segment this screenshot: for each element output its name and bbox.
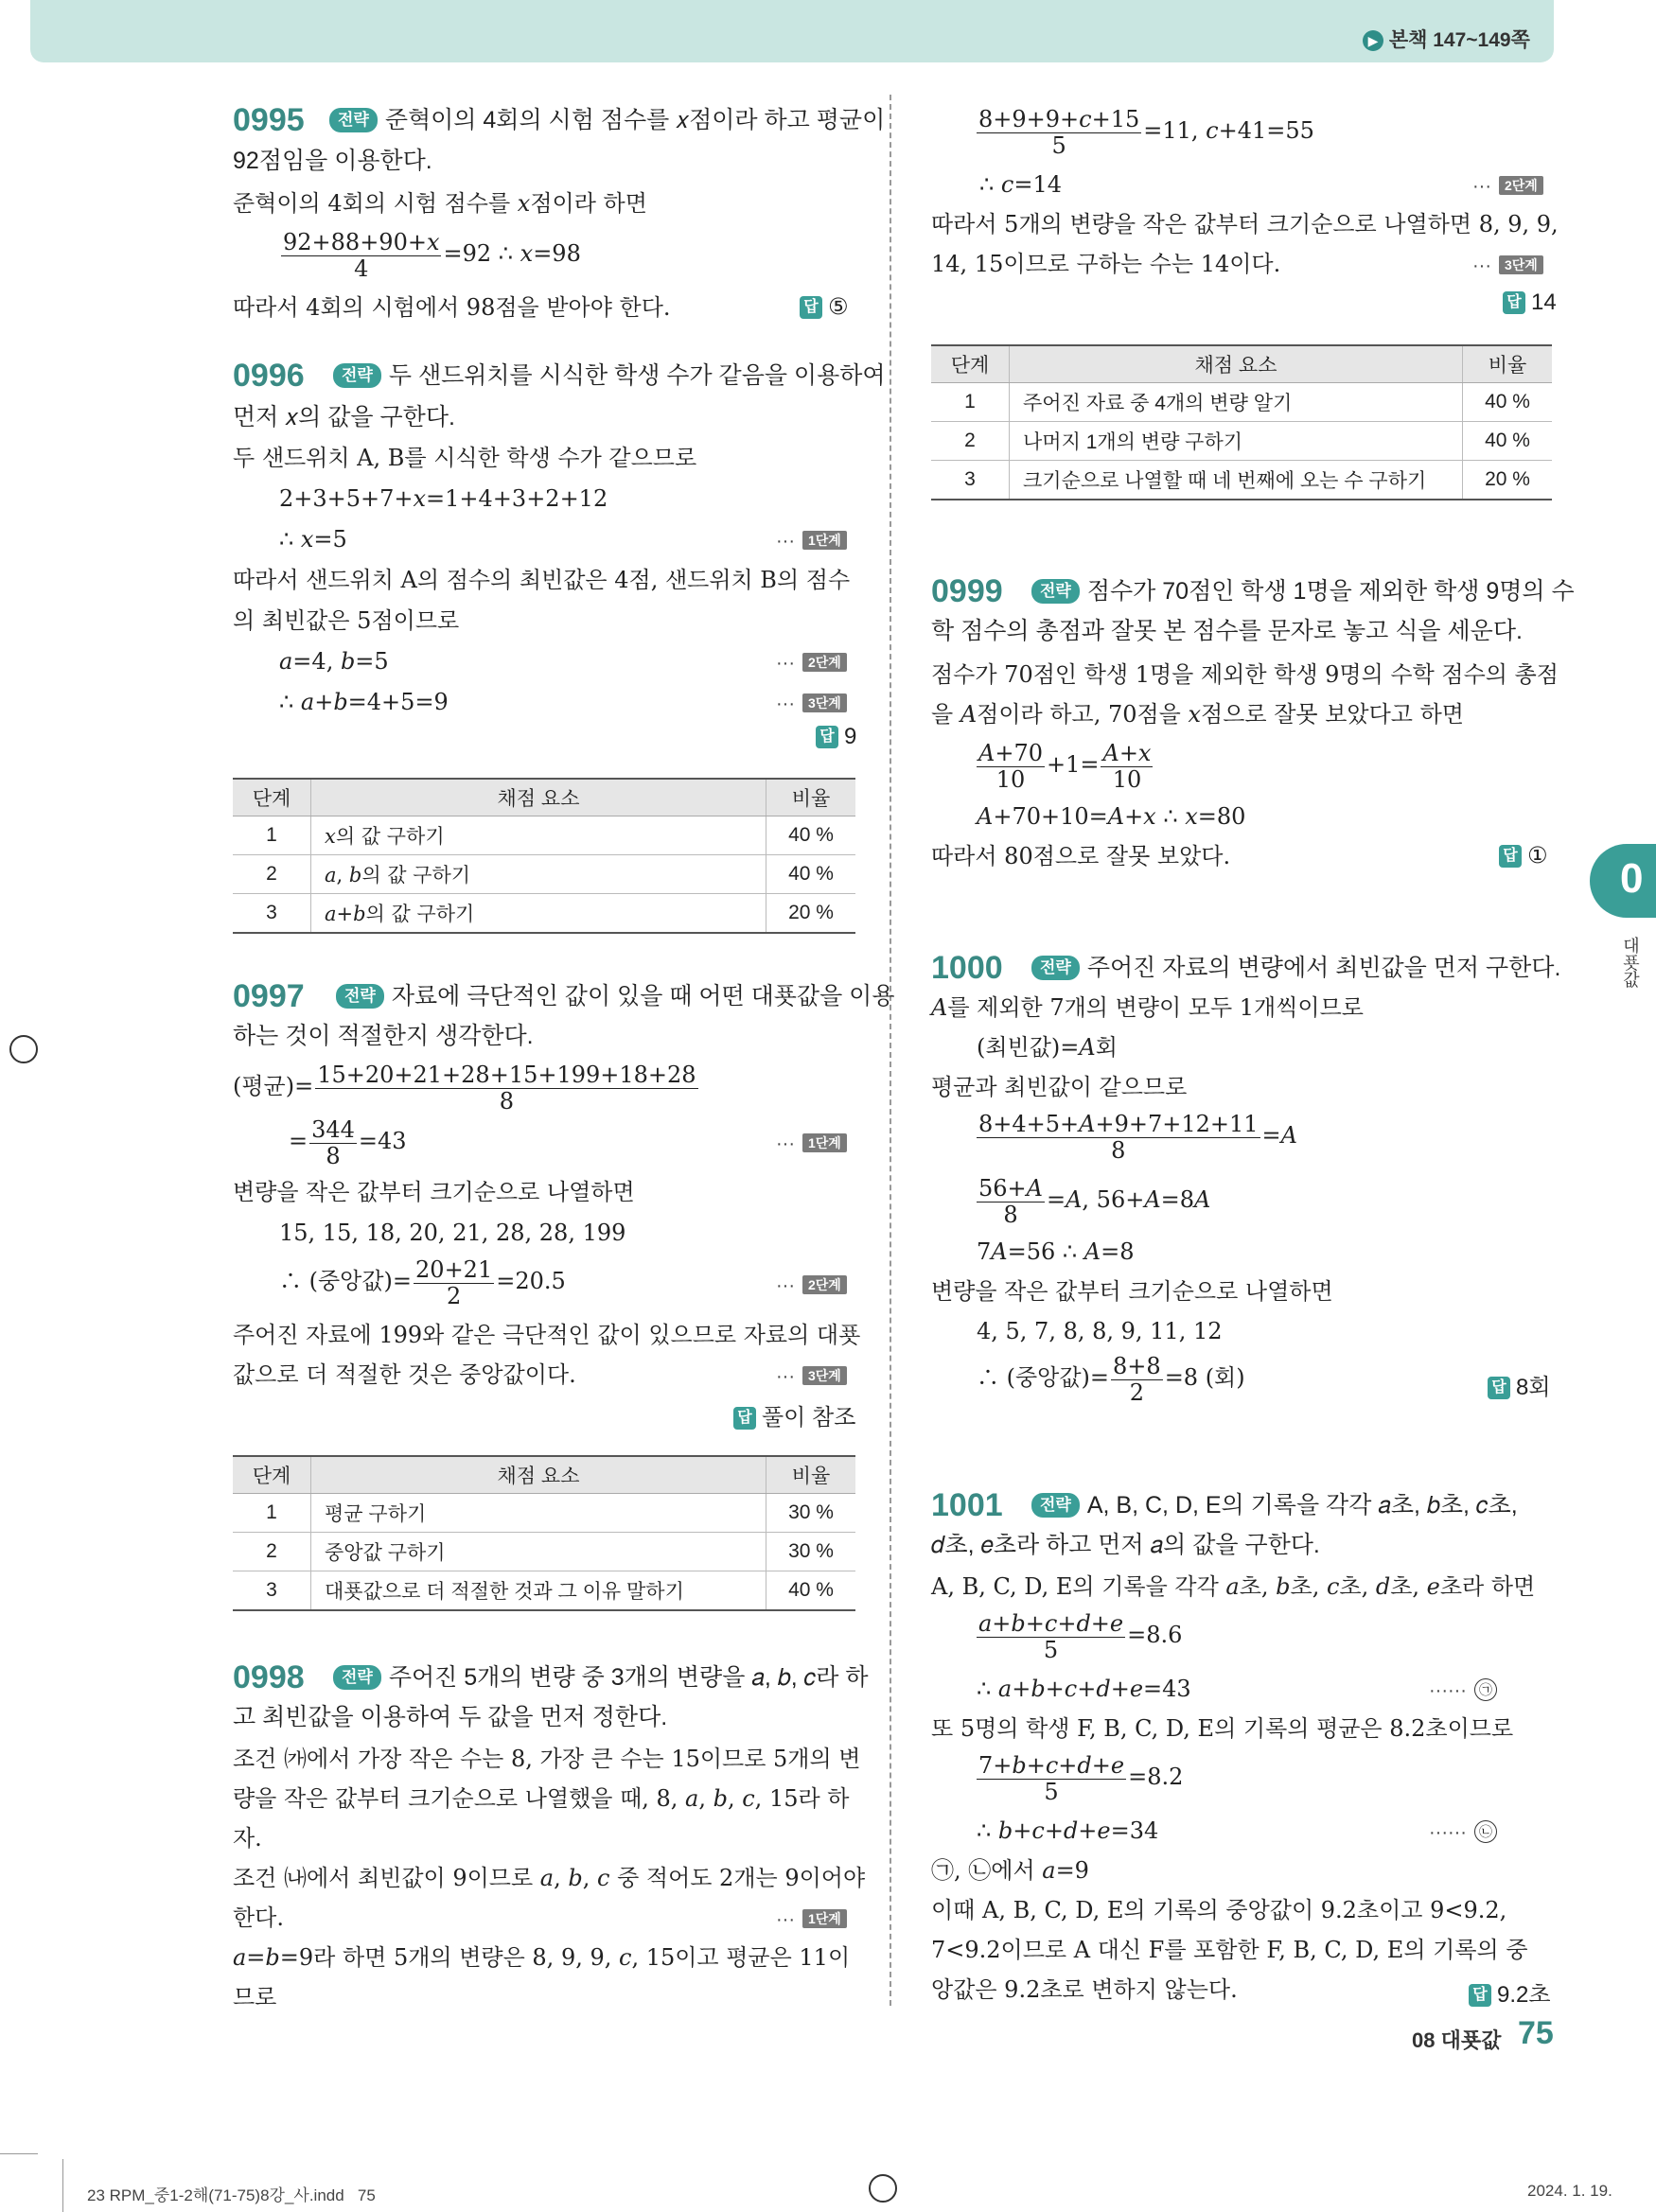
sol-0998-l5: 한다. — [233, 1905, 284, 1931]
strategy-tag: 전략 — [1031, 956, 1080, 980]
table-row: 3 𝑎+𝑏의 값 구하기 20 % — [233, 894, 855, 934]
step-0996-3: ··· 3단계 — [776, 688, 847, 718]
strategy-tag: 전략 — [333, 363, 381, 388]
problem-number-0996: 0996 — [233, 358, 305, 394]
strategy-0997-cont: 하는 것이 적절한지 생각한다. — [233, 1023, 534, 1049]
fraction: $\frac{20+21}{2}$ — [415, 1256, 493, 1309]
sol-1001-l3: ∴ 𝑎+𝑏+𝑐+𝑑+𝑒=43 — [977, 1676, 1191, 1702]
sol-0999-l2: 을 𝐴점이라 하고, 70점을 𝑥점으로 잘못 보았다고 하면 — [931, 701, 1464, 728]
problem-number-0998: 0998 — [233, 1659, 305, 1695]
footer-chapter: 08 대푯값 — [1412, 2028, 1502, 2052]
registration-mark-left — [9, 1035, 38, 1063]
answer-icon: 답 — [1488, 1377, 1510, 1399]
answer-icon: 답 — [800, 296, 822, 319]
sol-0998-c2: ∴ 𝑐=14 — [979, 171, 1062, 198]
sol-0997-mean: (평균)= $\frac{15+20+21+28+15+199+18+28}{8}$ — [233, 1062, 696, 1115]
scoring-table-0997: 단계 채점 요소 비율 1 평균 구하기 30 % 2 중앙값 구하기 30 % 3 대푯값으로 더 적절한 것과 그 이유 말하기 40 % — [233, 1455, 855, 1611]
header-band — [30, 0, 1554, 62]
sol-1001-l4: 또 5명의 학생 F, B, C, D, E의 기록의 평균은 8.2초이므로 — [931, 1715, 1514, 1742]
answer-0998: 답 14 — [1503, 290, 1557, 316]
sol-0996-l7: ∴ 𝑎+𝑏=4+5=9 — [279, 689, 449, 715]
table-row: 2 𝑎, 𝑏의 값 구하기 40 % — [233, 855, 855, 894]
strategy-tag: 전략 — [329, 108, 378, 132]
step-0997-3: ··· 3단계 — [776, 1361, 847, 1391]
fraction: $\frac{344}{8}$ — [311, 1116, 355, 1169]
strategy-0998: 전략 주어진 5개의 변량 중 3개의 변량을 𝑎, 𝑏, 𝑐라 하 — [333, 1663, 869, 1692]
table-row: 1 평균 구하기 30 % — [233, 1494, 855, 1533]
footer-vertical-rule — [62, 2159, 63, 2212]
table-row: 3 대푯값으로 더 적절한 것과 그 이유 말하기 40 % — [233, 1571, 855, 1611]
step-0998-3: ··· 3단계 — [1472, 250, 1543, 280]
strategy-0996: 전략 두 샌드위치를 시식한 학생 수가 같음을 이용하여 — [333, 361, 886, 390]
problem-number-0997: 0997 — [233, 978, 305, 1014]
footer-date: 2024. 1. 19. — [1527, 2182, 1612, 2200]
chapter-side-number: 0 — [1620, 855, 1644, 902]
strategy-1001-cont: 𝑑초, 𝑒초라 하고 먼저 𝑎의 값을 구한다. — [931, 1532, 1320, 1558]
sol-0997-median: ∴ (중앙값)= $\frac{20+21}{2}$ =20.5 — [279, 1256, 566, 1309]
sol-0998-l6: 𝑎=𝑏=9라 하면 5개의 변량은 8, 9, 9, 𝑐, 15이고 평균은 11이 — [233, 1944, 851, 1971]
problem-number-0995: 0995 — [233, 102, 305, 138]
sol-1000-l6: 7𝐴=56 ∴ 𝐴=8 — [977, 1238, 1135, 1265]
sol-0998-l7: 므로 — [233, 1984, 277, 2010]
fraction: $\frac{\text{𝐴+𝑥}}{10}$ — [1102, 740, 1152, 793]
sol-1000-l7: 변량을 작은 값부터 크기순으로 나열하면 — [931, 1278, 1333, 1305]
sol-0996-l2: 2+3+5+7+𝑥=1+4+3+2+12 — [279, 485, 608, 512]
arrow-right-icon: ▶ — [1363, 30, 1383, 51]
answer-icon: 답 — [733, 1407, 756, 1430]
step-0996-2: ··· 2단계 — [776, 647, 847, 677]
step-0998-2: ··· 2단계 — [1472, 170, 1543, 201]
sol-0999-eq: $\frac{\text{𝐴+70}}{10}$ +1= $\frac{\text{𝐴+𝑥}}{10}$ — [978, 740, 1152, 793]
strategy-tag: 전략 — [333, 1665, 381, 1690]
sol-1000-l1: 𝐴를 제외한 7개의 변량이 모두 1개씩이므로 — [931, 994, 1364, 1021]
page-number: 75 — [1518, 2015, 1554, 2051]
sol-0995-eq: $\frac{\text{92+88+90+𝑥}}{4}$ =92 ∴ 𝑥=98 — [283, 229, 581, 282]
strategy-1000: 전략 주어진 자료의 변량에서 최빈값을 먼저 구한다. — [1031, 954, 1560, 982]
fraction: $\frac{\text{92+88+90+𝑥}}{4}$ — [283, 229, 440, 282]
answer-icon: 답 — [816, 726, 838, 748]
table-row: 1 𝑥의 값 구하기 40 % — [233, 816, 855, 855]
answer-0995: 답 ⑤ — [800, 293, 849, 321]
scoring-table-0998: 단계 채점 요소 비율 1 주어진 자료 중 4개의 변량 알기 40 % 2 나머지 1개의 변량 구하기 40 % 3 크기순으로 나열할 때 네 번째에 오는 수 구하기 20 % — [931, 344, 1552, 500]
sol-0999-l1: 점수가 70점인 학생 1명을 제외한 학생 9명의 수학 점수의 총점 — [931, 661, 1559, 688]
answer-0999: 답 ① — [1499, 842, 1548, 869]
sol-0999-l4: 𝐴+70+10=𝐴+𝑥 ∴ 𝑥=80 — [977, 803, 1246, 830]
table-row: 3 크기순으로 나열할 때 네 번째에 오는 수 구하기 20 % — [931, 461, 1552, 500]
answer-0997: 답 풀이 참조 — [733, 1398, 855, 1431]
problem-number-1000: 1000 — [931, 950, 1003, 986]
step-0997-1: ··· 1단계 — [776, 1128, 847, 1158]
answer-icon: 답 — [1503, 291, 1525, 314]
footer-file-name: 23 RPM_중1-2해(71-75)8강_사.indd 75 — [87, 2186, 376, 2204]
sol-1001-mark1: ······ ㉠ — [1429, 1675, 1497, 1705]
step-0998-1: ··· 1단계 — [776, 1904, 847, 1934]
sol-0996-l4: 따라서 샌드위치 A의 점수의 최빈값은 4점, 샌드위치 B의 점수 — [233, 567, 851, 593]
strategy-0999-cont: 학 점수의 총점과 잘못 본 점수를 문자로 놓고 식을 세운다. — [931, 618, 1523, 644]
sol-1001-eq2: $\frac{\text{7+𝑏+𝑐+𝑑+𝑒}}{5}$ =8.2 — [978, 1752, 1184, 1805]
sol-1000-eq1: $\frac{\text{8+4+5+𝐴+9+7+12+11}}{8}$ =𝐴 — [978, 1111, 1297, 1164]
strategy-0995-cont: 92점임을 이용한다. — [233, 148, 432, 174]
sol-1001-mark2: ······ ㉡ — [1429, 1817, 1497, 1847]
answer-0996: 답 9 — [816, 724, 856, 750]
sol-1001-l9: 7<9.2이므로 A 대신 F를 포함한 F, B, C, D, E의 기록의 중 — [931, 1937, 1528, 1963]
sol-1001-l1: A, B, C, D, E의 기록을 각각 𝑎초, 𝑏초, 𝑐초, 𝑑초, 𝑒초라 하면 — [931, 1573, 1536, 1600]
sol-1001-eq1: $\frac{\text{𝑎+𝑏+𝑐+𝑑+𝑒}}{5}$ =8.6 — [978, 1610, 1183, 1663]
table-row: 1 주어진 자료 중 4개의 변량 알기 40 % — [931, 383, 1552, 422]
strategy-0996-cont: 먼저 𝑥의 값을 구한다. — [233, 404, 455, 430]
scoring-table-0996: 단계 채점 요소 비율 1 𝑥의 값 구하기 40 % 2 𝑎, 𝑏의 값 구하기 40 % 3 𝑎+𝑏의 값 구하기 20 % — [233, 778, 855, 934]
sol-1001-l7: ㉠, ㉡에서 𝑎=9 — [931, 1857, 1089, 1884]
step-0996-1: ··· 1단계 — [776, 525, 847, 555]
fraction: $\frac{\text{8+4+5+𝐴+9+7+12+11}}{8}$ — [978, 1111, 1259, 1164]
answer-icon: 답 — [1499, 845, 1522, 868]
fraction: $\frac{\text{𝐴+70}}{10}$ — [978, 740, 1043, 793]
sol-0997-l3: 변량을 작은 값부터 크기순으로 나열하면 — [233, 1179, 635, 1205]
page-reference: ▶ 본책 147~149쪽 — [1363, 25, 1530, 53]
sol-0999-l5: 따라서 80점으로 잘못 보았다. — [931, 843, 1231, 869]
strategy-tag: 전략 — [336, 984, 384, 1009]
step-0997-2: ··· 2단계 — [776, 1270, 847, 1300]
fraction: $\frac{8+8}{2}$ — [1113, 1353, 1161, 1406]
footer-rule — [0, 2153, 38, 2154]
strategy-0998-cont: 고 최빈값을 이용하여 두 값을 먼저 정한다. — [233, 1704, 668, 1730]
sol-1001-l10: 앙값은 9.2초로 변하지 않는다. — [931, 1976, 1238, 2003]
chapter-side-label: 대푯값 — [1621, 937, 1640, 988]
sol-0997-mean2: = $\frac{344}{8}$ =43 — [289, 1116, 407, 1169]
sol-0998-l2: 량을 작은 값부터 크기순으로 나열했을 때, 8, 𝑎, 𝑏, 𝑐, 15라 하 — [233, 1785, 850, 1812]
sol-0998-c3: 따라서 5개의 변량을 작은 값부터 크기순으로 나열하면 8, 9, 9, — [931, 211, 1559, 237]
fraction: $\frac{15+20+21+28+15+199+18+28}{8}$ — [317, 1062, 696, 1115]
fraction: $\frac{\text{𝑎+𝑏+𝑐+𝑑+𝑒}}{5}$ — [978, 1610, 1124, 1663]
sol-0997-l4: 15, 15, 18, 20, 21, 28, 28, 199 — [279, 1220, 626, 1246]
problem-number-1001: 1001 — [931, 1487, 1003, 1523]
sol-0995-l3: 따라서 4회의 시험에서 98점을 받아야 한다. — [233, 294, 671, 321]
sol-0997-l7: 값으로 더 적절한 것은 중앙값이다. — [233, 1361, 576, 1388]
sol-0998-l3: 자. — [233, 1825, 262, 1852]
sol-1000-median: ∴ (중앙값)= $\frac{8+8}{2}$ =8 (회) — [977, 1353, 1245, 1406]
sol-1000-eq2: $\frac{\text{56+𝐴}}{8}$ =𝐴, 56+𝐴=8𝐴 — [978, 1175, 1211, 1228]
sol-0998-l1: 조건 ㈎에서 가장 작은 수는 8, 가장 큰 수는 15이므로 5개의 변 — [233, 1746, 861, 1772]
strategy-0999: 전략 점수가 70점인 학생 1명을 제외한 학생 9명의 수 — [1031, 577, 1575, 606]
sol-0998-c1: $\frac{\text{8+9+9+𝑐+15}}{5}$ =11, 𝑐+41=55 — [978, 106, 1314, 159]
sol-0997-l6: 주어진 자료에 199와 같은 극단적인 값이 있으므로 자료의 대푯 — [233, 1322, 861, 1348]
strategy-1001: 전략 A, B, C, D, E의 기록을 각각 𝑎초, 𝑏초, 𝑐초, — [1031, 1491, 1518, 1519]
strategy-0997: 전략 자료에 극단적인 값이 있을 때 어떤 대푯값을 이용 — [336, 982, 894, 1010]
sol-0996-l3: ∴ 𝑥=5 — [279, 526, 347, 553]
sol-1000-l2: (최빈값)=𝐴회 — [977, 1034, 1118, 1061]
answer-1001: 답 9.2초 — [1469, 1975, 1551, 2009]
table-row: 2 나머지 1개의 변량 구하기 40 % — [931, 422, 1552, 461]
sol-1000-l8: 4, 5, 7, 8, 8, 9, 11, 12 — [977, 1318, 1223, 1344]
answer-1000: 답 8회 — [1488, 1368, 1551, 1401]
strategy-0995: 전략 준혁이의 4회의 시험 점수를 𝑥점이라 하고 평균이 — [329, 106, 885, 134]
registration-mark-bottom — [869, 2174, 897, 2203]
sol-1001-l8: 이때 A, B, C, D, E의 기록의 중앙값이 9.2초이고 9<9.2, — [931, 1897, 1507, 1923]
strategy-tag: 전략 — [1031, 1493, 1080, 1518]
sol-0996-l6: 𝑎=4, 𝑏=5 — [279, 648, 389, 675]
answer-icon: 답 — [1469, 1984, 1491, 2007]
strategy-tag: 전략 — [1031, 579, 1080, 604]
fraction: $\frac{\text{7+𝑏+𝑐+𝑑+𝑒}}{5}$ — [978, 1752, 1125, 1805]
sol-1001-l6: ∴ 𝑏+𝑐+𝑑+𝑒=34 — [977, 1817, 1159, 1844]
sol-0996-l1: 두 샌드위치 A, B를 시식한 학생 수가 같으므로 — [233, 445, 697, 471]
sol-0998-c4: 14, 15이므로 구하는 수는 14이다. — [931, 251, 1281, 277]
sol-0996-l5: 의 최빈값은 5점이므로 — [233, 607, 460, 634]
sol-0995-l1: 준혁이의 4회의 시험 점수를 𝑥점이라 하면 — [233, 190, 647, 217]
fraction: $\frac{\text{8+9+9+𝑐+15}}{5}$ — [978, 106, 1140, 159]
column-divider — [890, 95, 891, 2006]
sol-1000-l3: 평균과 최빈값이 같으므로 — [931, 1074, 1188, 1100]
fraction: $\frac{\text{56+𝐴}}{8}$ — [978, 1175, 1043, 1228]
sol-0998-l4: 조건 ㈏에서 최빈값이 9이므로 𝑎, 𝑏, 𝑐 중 적어도 2개는 9이어야 — [233, 1865, 866, 1891]
table-row: 2 중앙값 구하기 30 % — [233, 1533, 855, 1571]
problem-number-0999: 0999 — [931, 573, 1003, 609]
